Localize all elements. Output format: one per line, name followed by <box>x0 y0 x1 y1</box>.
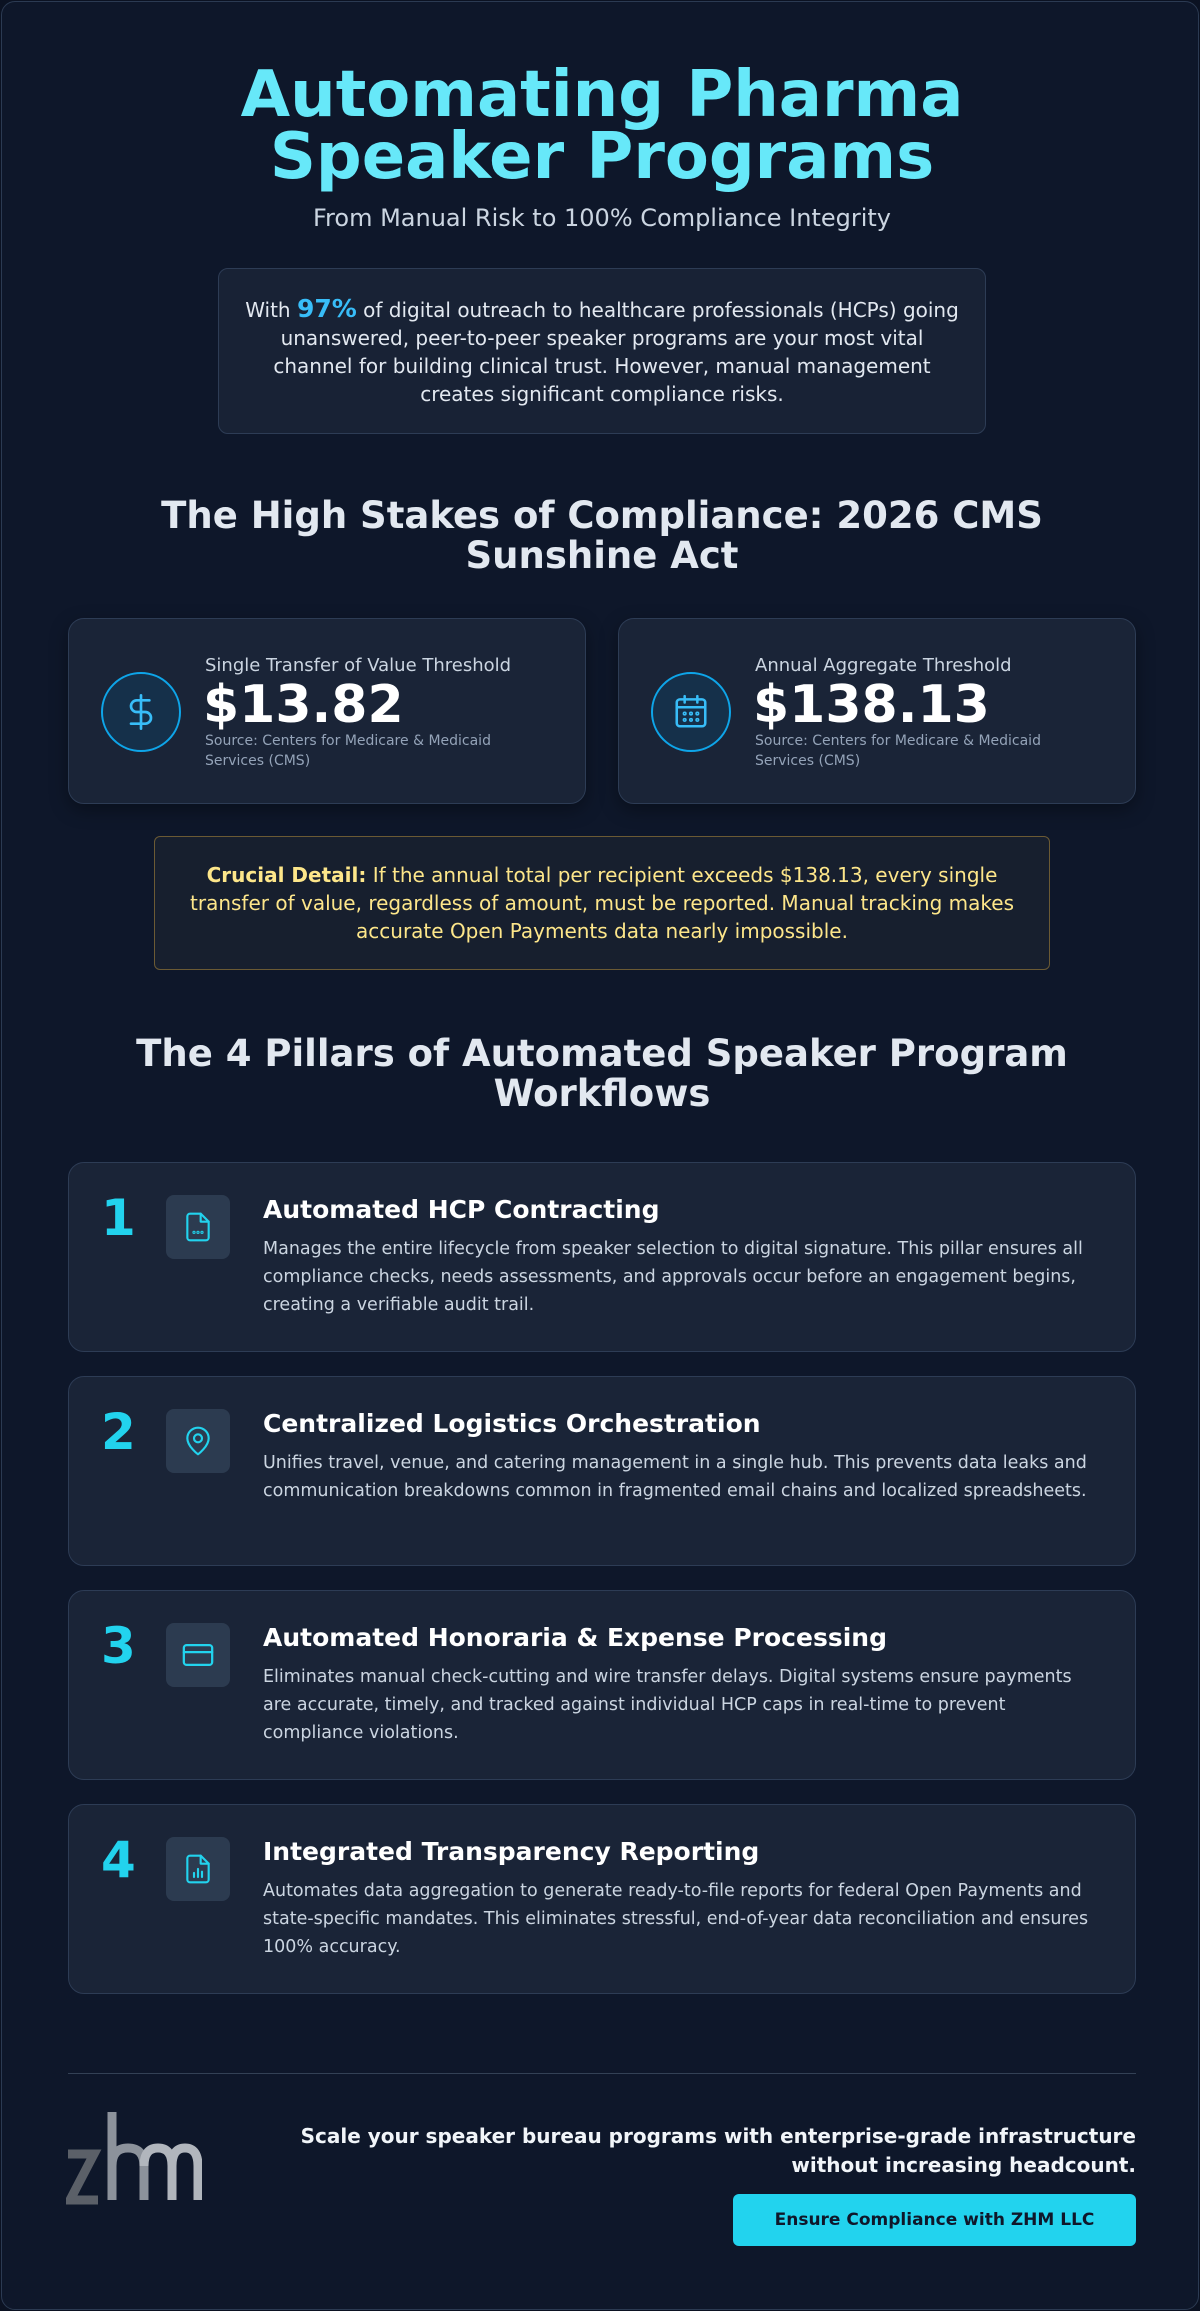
pillar-number: 2 <box>101 1403 136 1461</box>
pillar-title: Automated HCP Contracting <box>263 1195 660 1224</box>
pillar-number: 4 <box>101 1831 136 1889</box>
threshold-value: $13.82 <box>203 675 404 735</box>
threshold-source: Source: Centers for Medicare & Medicaid Services (CMS) <box>755 733 1041 769</box>
calendar-icon <box>651 672 731 752</box>
pillar-description: Automates data aggregation to generate ready-to-file reports for federal Open Payments and state-specific mandates. This eliminates stressful, end-of-year data reconciliation and ensures 100% accuracy. <box>263 1881 1089 1957</box>
map-pin-icon <box>166 1409 230 1473</box>
threshold-card-annual <box>618 618 1136 804</box>
page-subtitle: From Manual Risk to 100% Compliance Integrity <box>312 204 891 232</box>
report-icon <box>166 1837 230 1901</box>
zhm-logo <box>66 2102 202 2222</box>
threshold-source: Source: Centers for Medicare & Medicaid Services (CMS) <box>205 733 491 769</box>
cta-text: Scale your speaker bureau programs with enterprise-grade infrastructure without increasing headcount. <box>300 2124 1136 2177</box>
ensure-compliance-button[interactable]: Ensure Compliance with ZHM LLC <box>733 2194 1136 2246</box>
pillar-title: Centralized Logistics Orchestration <box>263 1409 761 1438</box>
compliance-section-title: The High Stakes of Compliance: 2026 CMS Sunshine Act <box>161 494 1043 577</box>
document-icon <box>166 1195 230 1259</box>
pillar-description: Manages the entire lifecycle from speaker selection to digital signature. This pillar ensures all compliance checks, needs assessments, and approvals occur before an engagement begins, creating a verifiable audit trail. <box>263 1239 1083 1315</box>
threshold-label: Single Transfer of Value Threshold <box>205 655 512 676</box>
intro-stat: 97% <box>296 294 357 323</box>
crucial-text: If the annual total per recipient exceeds $138.13, every single transfer of value, regardless of amount, must be reported. Manual tracking makes accurate Open Payments data nearly impossible. <box>190 863 1014 943</box>
pillar-number: 3 <box>101 1617 136 1675</box>
pillar-card-2 <box>68 1376 1136 1566</box>
intro-text-after: of digital outreach to healthcare professionals (HCPs) going unanswered, peer-to-peer speaker programs are your most vital channel for building clinical trust. However, manual management creates significant compliance risks. <box>273 298 959 406</box>
pillar-card-1 <box>68 1162 1136 1352</box>
crucial-detail-callout <box>154 836 1050 970</box>
credit-card-icon <box>166 1623 230 1687</box>
threshold-card-single <box>68 618 586 804</box>
pillars-section-title: The 4 Pillars of Automated Speaker Program Workflows <box>136 1032 1068 1115</box>
intro-text-before: With <box>245 298 297 322</box>
footer-divider <box>68 2073 1136 2074</box>
pillar-title: Integrated Transparency Reporting <box>263 1837 760 1866</box>
crucial-label: Crucial Detail: <box>206 863 367 887</box>
threshold-label: Annual Aggregate Threshold <box>755 655 1012 676</box>
pillar-title: Automated Honoraria & Expense Processing <box>263 1623 887 1652</box>
pillar-card-4 <box>68 1804 1136 1994</box>
pillar-description: Eliminates manual check-cutting and wire transfer delays. Digital systems ensure payments are accurate, timely, and tracked against individual HCP caps in real-time to prevent compliance violations. <box>263 1667 1072 1743</box>
pillar-number: 1 <box>101 1189 136 1247</box>
pillar-card-3 <box>68 1590 1136 1780</box>
threshold-value: $138.13 <box>753 675 990 735</box>
page-title: Automating Pharma Speaker Programs <box>240 58 964 194</box>
pillar-description: Unifies travel, venue, and catering management in a single hub. This prevents data leaks and communication breakdowns common in fragmented email chains and localized spreadsheets. <box>263 1453 1087 1501</box>
dollar-icon <box>101 672 181 752</box>
infographic-frame <box>1 1 1199 2310</box>
intro-callout <box>218 268 986 434</box>
